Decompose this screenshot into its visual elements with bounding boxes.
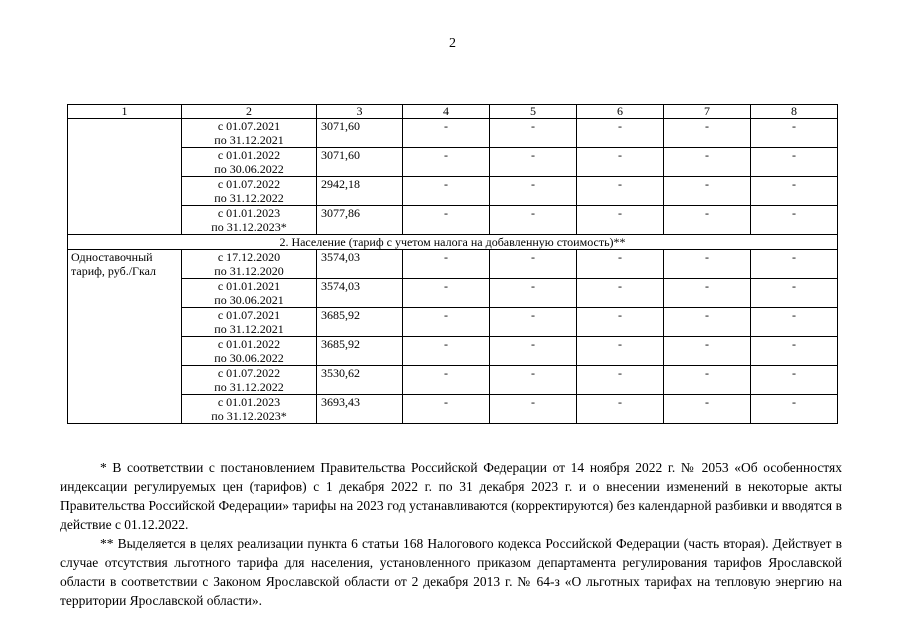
period-to: по 30.06.2022	[214, 351, 284, 365]
empty-value-cell: -	[751, 395, 838, 424]
footnote-2: ** Выделяется в целях реализации пункта 6 статьи 168 Налогового кодекса Российской Федерации (часть вторая). Действует в случае отсутствия льготного тарифа для населения, установленного приказом департамента регулирования тарифов Ярославской области в соответствии с Законом Ярославской области от 2 декабря 2013 г. № 64-з «О льготных тарифах на тепловую энергию на территории Ярославской области».	[60, 536, 842, 608]
empty-value-cell: -	[751, 366, 838, 395]
empty-value-cell: -	[664, 395, 751, 424]
empty-value-cell: -	[403, 308, 490, 337]
empty-value-cell: -	[751, 148, 838, 177]
table-row	[68, 337, 838, 366]
header-cell: 3	[317, 105, 403, 119]
empty-value-cell: -	[577, 337, 664, 366]
empty-value-cell: -	[751, 119, 838, 148]
empty-value-cell: -	[490, 337, 577, 366]
empty-value-cell: -	[577, 279, 664, 308]
table-row	[68, 279, 838, 308]
period-from: с 01.07.2021	[217, 308, 281, 322]
footnote-1: * В соответствии с постановлением Правительства Российской Федерации от 14 ноября 2022 г. № 2053 «Об особенностях индексации регулируемых цен (тарифов) с 1 декабря 2022 г. по 31 декабря 2023 г. и о внесении изменений в некоторые акты Правительства Российской Федерации» тарифы на 2023 год устанавливаются (корректируются) без календарной разбивки и вводятся в действие с 01.12.2022.	[60, 460, 842, 532]
period-from: с 01.01.2023	[217, 395, 281, 409]
period-to: по 31.12.2021	[214, 322, 284, 336]
tariff-value: 3077,86	[317, 206, 403, 235]
period-to: по 31.12.2023*	[211, 409, 287, 423]
empty-value-cell: -	[490, 395, 577, 424]
tariff-value: 3530,62	[317, 366, 403, 395]
period-to: по 30.06.2022	[214, 162, 284, 176]
table-row	[68, 119, 838, 148]
empty-value-cell: -	[403, 337, 490, 366]
tariff-value: 3693,43	[317, 395, 403, 424]
period-cell	[182, 366, 317, 395]
empty-value-cell: -	[664, 366, 751, 395]
empty-value-cell: -	[664, 250, 751, 279]
period-from: с 01.07.2021	[217, 119, 281, 133]
period-from: с 01.01.2023	[217, 206, 281, 220]
period-cell	[182, 148, 317, 177]
period-cell	[182, 250, 317, 279]
empty-value-cell: -	[403, 279, 490, 308]
page-number: 2	[449, 36, 456, 51]
period-from: с 01.01.2022	[217, 337, 281, 351]
period-cell	[182, 177, 317, 206]
empty-value-cell: -	[577, 177, 664, 206]
empty-value-cell: -	[403, 395, 490, 424]
tariff-value: 3685,92	[317, 308, 403, 337]
empty-value-cell: -	[751, 250, 838, 279]
empty-value-cell: -	[751, 177, 838, 206]
empty-value-cell: -	[490, 250, 577, 279]
header-cell: 6	[577, 105, 664, 119]
table-row	[68, 366, 838, 395]
empty-value-cell: -	[403, 206, 490, 235]
period-from: с 01.07.2022	[217, 177, 281, 191]
empty-value-cell: -	[490, 366, 577, 395]
empty-value-cell: -	[664, 308, 751, 337]
empty-value-cell: -	[577, 119, 664, 148]
period-from: с 01.01.2021	[217, 279, 281, 293]
header-cell: 2	[182, 105, 317, 119]
empty-value-cell: -	[403, 250, 490, 279]
empty-value-cell: -	[664, 119, 751, 148]
tariff-value: 3574,03	[317, 279, 403, 308]
empty-value-cell: -	[490, 177, 577, 206]
period-cell	[182, 337, 317, 366]
tariff-value: 2942,18	[317, 177, 403, 206]
period-from: с 17.12.2020	[217, 250, 281, 264]
empty-value-cell: -	[577, 308, 664, 337]
tariff-value: 3685,92	[317, 337, 403, 366]
empty-value-cell: -	[751, 337, 838, 366]
empty-value-cell: -	[577, 250, 664, 279]
empty-value-cell: -	[490, 206, 577, 235]
header-cell: 5	[490, 105, 577, 119]
period-to: по 31.12.2022	[214, 380, 284, 394]
header-cell: 8	[751, 105, 838, 119]
empty-value-cell: -	[664, 177, 751, 206]
empty-value-cell: -	[664, 279, 751, 308]
period-to: по 31.12.2023*	[211, 220, 287, 234]
category-line: тариф, руб./Гкал	[71, 264, 157, 278]
table-header-row	[68, 105, 838, 119]
category-cell	[68, 250, 182, 424]
empty-value-cell: -	[577, 148, 664, 177]
table-row	[68, 395, 838, 424]
period-cell	[182, 395, 317, 424]
empty-value-cell: -	[403, 366, 490, 395]
period-cell	[182, 119, 317, 148]
period-cell	[182, 308, 317, 337]
period-to: по 31.12.2022	[214, 191, 284, 205]
tariff-value: 3071,60	[317, 148, 403, 177]
section-row	[68, 235, 838, 250]
period-cell	[182, 206, 317, 235]
category-line: Одноставочный	[71, 250, 153, 264]
period-to: по 31.12.2021	[214, 133, 284, 147]
footnotes	[60, 458, 842, 610]
period-from: с 01.07.2022	[217, 366, 281, 380]
empty-value-cell: -	[751, 279, 838, 308]
category-cell-empty	[68, 119, 182, 235]
table-row	[68, 206, 838, 235]
empty-value-cell: -	[577, 366, 664, 395]
empty-value-cell: -	[403, 177, 490, 206]
tariff-value: 3071,60	[317, 119, 403, 148]
tariff-value: 3574,03	[317, 250, 403, 279]
header-cell: 4	[403, 105, 490, 119]
empty-value-cell: -	[490, 308, 577, 337]
period-to: по 30.06.2021	[214, 293, 284, 307]
period-from: с 01.01.2022	[217, 148, 281, 162]
period-cell	[182, 279, 317, 308]
empty-value-cell: -	[577, 206, 664, 235]
header-cell: 1	[68, 105, 182, 119]
table-row	[68, 177, 838, 206]
empty-value-cell: -	[664, 206, 751, 235]
empty-value-cell: -	[751, 206, 838, 235]
period-to: по 31.12.2020	[214, 264, 284, 278]
tariff-table	[67, 104, 838, 424]
empty-value-cell: -	[751, 308, 838, 337]
table-row	[68, 308, 838, 337]
empty-value-cell: -	[490, 279, 577, 308]
empty-value-cell: -	[403, 119, 490, 148]
empty-value-cell: -	[664, 337, 751, 366]
table-row	[68, 250, 838, 279]
table-row	[68, 148, 838, 177]
empty-value-cell: -	[403, 148, 490, 177]
empty-value-cell: -	[490, 148, 577, 177]
empty-value-cell: -	[577, 395, 664, 424]
header-cell: 7	[664, 105, 751, 119]
section-title: 2. Население (тариф с учетом налога на добавленную стоимость)**	[68, 235, 838, 250]
empty-value-cell: -	[490, 119, 577, 148]
empty-value-cell: -	[664, 148, 751, 177]
